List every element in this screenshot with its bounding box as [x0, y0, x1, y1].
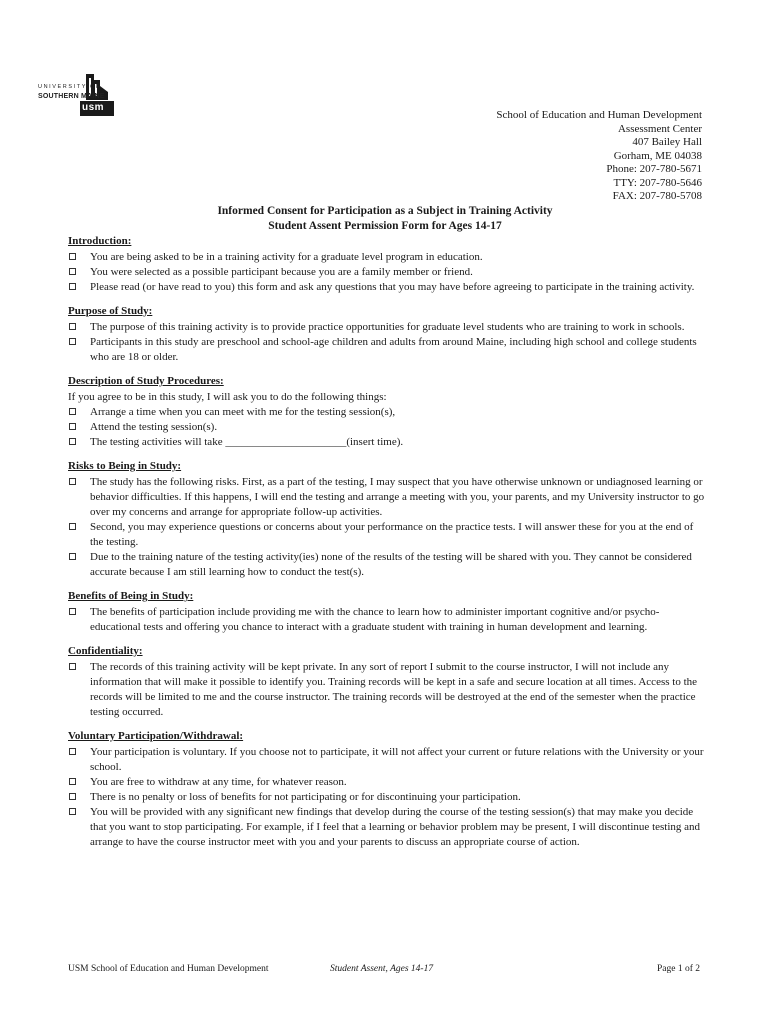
list-item-text: Participants in this study are preschool and school-age children and adults from around Maine, including high school and college students who are 18 or older. — [90, 336, 697, 363]
list-item-text: There is no penalty or loss of benefits for not participating or for discontinuing your participation. — [90, 791, 521, 803]
list-item — [68, 660, 708, 720]
logo-southern-maine: SOUTHERN MAINE — [38, 93, 105, 100]
list-item — [68, 420, 708, 435]
checkbox-icon — [69, 553, 76, 560]
address-line: Gorham, ME 04038 — [613, 149, 702, 162]
section-heading: Introduction: — [68, 235, 132, 247]
checkbox-icon — [69, 793, 76, 800]
checkbox-icon — [69, 323, 76, 330]
section-procedures — [68, 374, 708, 450]
list-item — [68, 320, 708, 335]
footer-organization: USM School of Education and Human Development — [68, 964, 269, 974]
checkbox-icon — [69, 808, 76, 815]
list-item — [68, 265, 708, 280]
address-line: Assessment Center — [617, 122, 702, 135]
list-item — [68, 605, 708, 635]
checkbox-icon — [69, 283, 76, 290]
address-block — [496, 109, 702, 204]
list-item — [68, 805, 708, 850]
section-voluntary — [68, 729, 708, 850]
list-item — [68, 280, 708, 295]
list-item — [68, 520, 708, 550]
address-line: Phone: 207-780-5671 — [606, 163, 702, 175]
document-title — [0, 204, 770, 233]
list-item — [68, 250, 708, 265]
list-item-text: You were selected as a possible participant because you are a family member or friend. — [90, 266, 473, 278]
section-heading: Voluntary Participation/Withdrawal: — [68, 730, 244, 742]
address-line: School of Education and Human Development — [496, 109, 702, 121]
list-item-text: The purpose of this training activity is to provide practice opportunities for graduate level students who are training to work in schools. — [90, 321, 685, 333]
section-heading: Purpose of Study: — [68, 305, 153, 317]
footer-page-number: Page 1 of 2 — [656, 964, 700, 974]
section-heading: Description of Study Procedures: — [68, 375, 224, 387]
address-line: 407 Bailey Hall — [632, 136, 702, 148]
section-heading: Confidentiality: — [68, 645, 143, 657]
list-item-text: Arrange a time when you can meet with me for the testing session(s), — [90, 406, 396, 418]
list-item — [68, 475, 708, 520]
list-item-text: Second, you may experience questions or concerns about your performance on the practice tests. I will answer these for you at the end of the testing. — [90, 521, 694, 548]
list-item-text: You are being asked to be in a training activity for a graduate level program in education. — [90, 251, 483, 263]
list-item-text: The records of this training activity will be kept private. In any sort of report I submit to the course instructor, I will not include any information that will make it possible to identify you. Training records will be kept in a safe and secure location at all times. Access to the records will be limited to me and the course instructor. The training records will be destroyed at the end of the semester when the practice testing occurred. — [90, 661, 698, 718]
section-confidentiality — [68, 644, 708, 720]
section-intro: If you agree to be in this study, I will ask you to do the following things: — [68, 391, 387, 403]
list-item-text: Your participation is voluntary. If you choose not to participate, it will not affect your current or future relations with the University or your school. — [90, 746, 704, 773]
list-item-text: You will be provided with any significant new findings that develop during the course of the testing session(s) that may make you decide that you want to stop participating. For example, if I feel that a learning or behavior problem may be present, I will discontinue testing and arrange to have the course instructor meet with you and your parents to discuss an appropriate course of action. — [90, 806, 701, 848]
checkbox-icon — [69, 778, 76, 785]
checkbox-icon — [69, 523, 76, 530]
title-line-1: Informed Consent for Participation as a Subject in Training Activity — [217, 205, 553, 217]
address-line: FAX: 207-780-5708 — [612, 190, 702, 202]
checkbox-icon — [69, 438, 76, 445]
checkbox-icon — [69, 423, 76, 430]
list-item — [68, 775, 708, 790]
list-item-text: The benefits of participation include providing me with the chance to learn how to administer important cognitive and/or psycho-educational tests and offering you chance to interact with a graduate student with training in human development and learning. — [90, 606, 660, 633]
list-item — [68, 790, 708, 805]
section-purpose — [68, 304, 708, 365]
list-item — [68, 335, 708, 365]
section-heading: Risks to Being in Study: — [68, 460, 182, 472]
logo-university-of: UNIVERSITY OF — [38, 84, 101, 90]
checkbox-icon — [69, 268, 76, 275]
checkbox-icon — [69, 663, 76, 670]
checkbox-icon — [69, 253, 76, 260]
checkbox-icon — [69, 608, 76, 615]
logo-usm-text: usm — [82, 102, 105, 113]
list-item — [68, 550, 708, 580]
section-introduction — [68, 234, 708, 295]
checkbox-icon — [69, 748, 76, 755]
list-item-text: The testing activities will take ______________________(insert time). — [90, 436, 404, 448]
title-line-2: Student Assent Permission Form for Ages 14-17 — [268, 219, 502, 232]
list-item-text: Attend the testing session(s). — [90, 421, 218, 433]
address-line: TTY: 207-780-5646 — [613, 176, 702, 189]
list-item-text: Due to the training nature of the testing activity(ies) none of the results of the testing will be shared with you. They cannot be considered accurate because I am still learning how to conduct the test(s). — [90, 551, 692, 578]
document-body — [68, 234, 708, 859]
footer-form-name: Student Assent, Ages 14-17 — [330, 964, 434, 974]
checkbox-icon — [69, 338, 76, 345]
checkbox-icon — [69, 478, 76, 485]
page-footer — [68, 964, 700, 978]
section-heading: Benefits of Being in Study: — [68, 590, 194, 602]
section-benefits — [68, 589, 708, 635]
list-item — [68, 745, 708, 775]
list-item — [68, 405, 708, 420]
list-item-text: Please read (or have read to you) this form and ask any questions that you may have before agreeing to participate in the training activity. — [90, 281, 695, 293]
list-item-text: You are free to withdraw at any time, for whatever reason. — [90, 776, 347, 788]
checkbox-icon — [69, 408, 76, 415]
list-item-text: The study has the following risks. First, as a part of the testing, I may suspect that you have otherwise unknown or undiagnosed learning or behavior difficulties. If this happens, I will end the testing and arrange a meeting with you, your parents, and my University instructor to go over my concerns and arrange for appropriate follow-up activities. — [90, 476, 705, 518]
list-item — [68, 435, 708, 450]
section-risks — [68, 459, 708, 580]
